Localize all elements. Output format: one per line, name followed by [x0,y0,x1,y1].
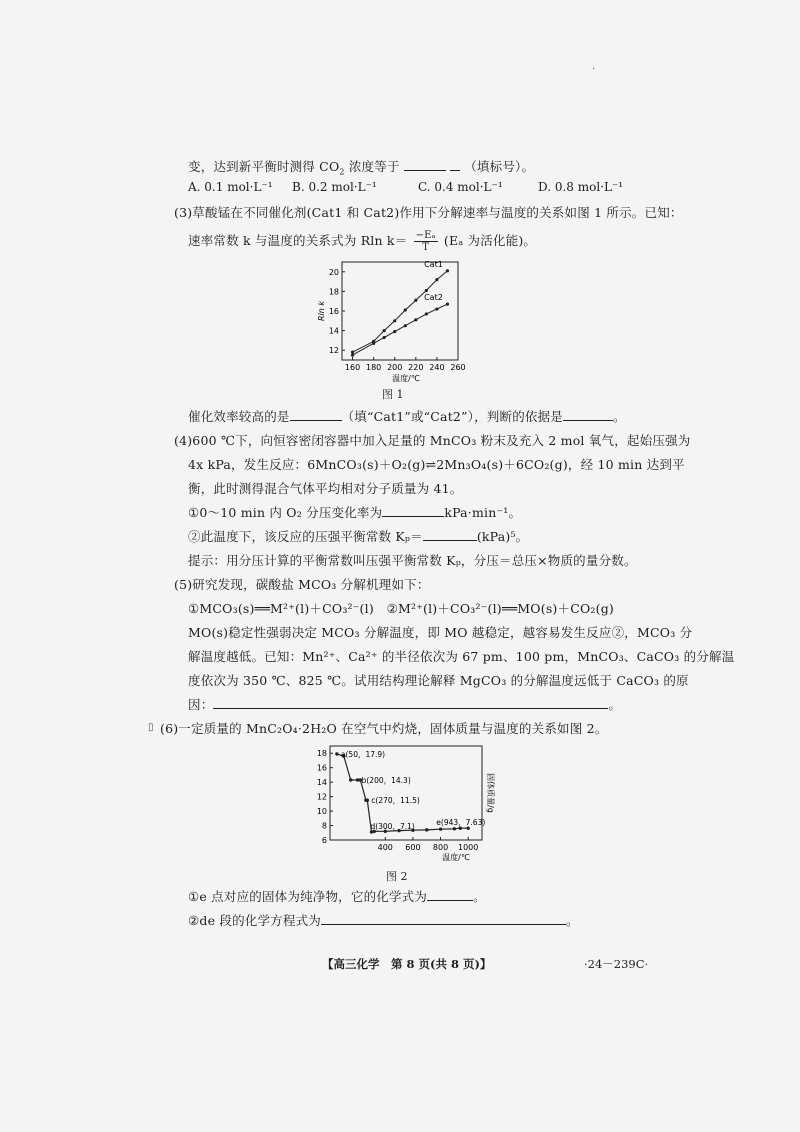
data-point [383,329,386,332]
top-mark: · [592,64,596,75]
data-point [425,289,428,292]
option-a: A. 0.1 mol·L⁻¹ [188,180,273,194]
option-c: C. 0.4 mol·L⁻¹ [418,180,503,194]
paper-code: ·24－239C· [584,957,649,971]
q5-line6: 因： 。 [188,697,622,712]
x-tick-label: 180 [365,363,382,372]
margin-mark: ▯ [148,722,154,733]
q4-line1: (4)600 ℃下，向恒容密闭容器中加入足量的 MnCO₃ 粉末及充入 2 mol 氧气，起始压强为 [174,433,691,448]
answer-blank[interactable] [404,158,446,171]
x-tick-label: 160 [344,363,361,372]
answer-blank[interactable] [563,408,613,421]
q6-item2: ②de 段的化学方程式为 。 [188,913,579,928]
q4-line3: 衡，此时测得混合气体平均相对分子质量为 41。 [188,481,463,496]
q5-line2: ①MCO₃(s)══M²⁺(l)＋CO₃²⁻(l) ②M²⁺(l)＋CO₃²⁻(l)══MO(s)＋CO₂(g) [188,601,614,616]
q4-line2: 4x kPa，发生反应：6MnCO₃(s)＋O₂(g)⇌2Mn₃O₄(s)＋6CO₂(g)，经 10 min 达到平 [188,457,685,472]
point-annotation: e(943，7.63) [436,818,486,828]
answer-blank[interactable] [423,528,477,541]
x-tick-label: 200 [387,363,403,372]
x-axis-label: 温度/℃ [392,374,420,383]
series-line-cat2 [353,304,448,355]
point-annotation: d(300，7.1) [370,822,415,832]
x-tick-label: 600 [405,843,421,852]
answer-blank[interactable] [321,912,566,925]
data-point [446,303,449,306]
y-tick-label: 14 [328,326,339,336]
series-label-cat2: Cat2 [424,293,443,303]
answer-blank[interactable] [450,158,460,171]
data-point [439,827,442,830]
answer-blank[interactable] [213,696,608,709]
y-tick-label: 14 [316,778,327,788]
data-point [404,324,407,327]
data-point [351,351,354,354]
x-tick-label: 800 [432,843,449,852]
data-point [351,354,354,357]
data-point [393,319,396,322]
q3-line3: 催化效率较高的是 （填“Cat1”或“Cat2”），判断的依据是 。 [188,409,626,424]
y-tick-label: 12 [316,792,327,802]
data-point [404,308,407,311]
y-axis-label: 固体质量/g [486,773,495,813]
x-tick-label: 240 [429,363,445,372]
q5-line1: (5)研究发现，碳酸盐 MCO₃ 分解机理如下： [174,577,430,592]
q2-line1: 变，达到新平衡时测得 $CO_2$ 浓度等于 （填标号）。 [188,159,535,177]
answer-blank[interactable] [382,504,444,517]
y-tick-label: 18 [316,749,327,759]
figure-2-caption: 图 2 [386,870,408,883]
q4-hint: 提示：用分压计算的平衡常数叫压强平衡常数 Kₚ，分压＝总压×物质的量分数。 [188,553,637,568]
data-point [349,778,352,781]
x-tick-label: 220 [408,363,424,372]
y-tick-label: 6 [321,836,327,845]
point-annotation: c(270，11.5) [371,796,420,806]
y-tick-label: 16 [328,307,339,316]
point-annotation: b(200，14.3) [361,775,411,785]
q4-item1: ①0～10 min 内 O₂ 分压变化率为 kPa·min⁻¹。 [188,505,522,520]
q3-line1: (3)草酸锰在不同催化剂(Cat1 和 Cat2)作用下分解速率与温度的关系如图 1 所示。已知： [174,205,683,220]
y-tick-label: 12 [328,346,339,356]
data-point [435,278,438,281]
y-tick-label: 20 [328,267,339,277]
y-tick-label: 10 [316,807,327,817]
data-point [393,330,396,333]
data-point [414,318,417,321]
series-line-cat1 [353,271,448,352]
y-tick-label: 18 [328,287,339,297]
y-tick-label: 16 [316,763,327,773]
q5-line5: 度依次为 350 ℃、825 ℃。试用结构理论解释 MgCO₃ 的分解温度远低于 CaCO₃ 的原 [188,673,689,688]
data-point [435,307,438,310]
data-point [414,299,417,302]
series-label-cat1: Cat1 [424,259,443,269]
page-footer: 【高三化学 第 8 页(共 8 页)】 [322,957,492,971]
answer-blank[interactable] [290,408,342,421]
data-point [453,827,456,830]
q3-line2: 速率常数 k 与温度的关系式为 Rln k＝ $\frac{\text{−Eₐ}}{T}$ (Eₐ 为活化能)。 [188,230,537,253]
option-d: D. 0.8 mol·L⁻¹ [538,180,624,194]
data-point [372,342,375,345]
data-point [383,336,386,339]
figure-2-chart [304,742,494,866]
data-point [366,799,369,802]
x-tick-label: 1000 [458,843,479,852]
figure-1-chart [310,256,470,384]
q4-item2: ②此温度下，该反应的压强平衡常数 Kₚ＝ (kPa)⁵。 [188,529,529,544]
data-point [335,752,338,755]
fraction: $\frac{\text{−Eₐ}}{T}$ [415,230,436,253]
q5-line4: 解温度越低。已知：Mn²⁺、Ca²⁺ 的半径依次为 67 pm、100 pm，MnCO₃、CaCO₃ 的分解温 [188,649,735,664]
q5-line3: MO(s)稳定性强弱决定 MCO₃ 分解温度，即 MO 越稳定，越容易发生反应②，MCO₃ 分 [188,625,693,640]
data-point [425,312,428,315]
y-tick-label: 8 [321,821,327,831]
x-tick-label: 400 [377,843,393,852]
x-axis-label: 温度/℃ [442,853,470,862]
answer-blank[interactable] [427,888,473,901]
q6-item1: ①e 点对应的固体为纯净物，它的化学式为 。 [188,889,486,904]
point-annotation: a(50，17.9) [340,749,386,759]
option-b: B. 0.2 mol·L⁻¹ [292,180,377,194]
figure-1-caption: 图 1 [382,388,404,401]
q6-line1: (6)一定质量的 MnC₂O₄·2H₂O 在空气中灼烧，固体质量与温度的关系如图 2。 [160,721,608,736]
y-axis-label: Rln k [317,300,326,322]
data-point [425,828,428,831]
data-point [446,269,449,272]
x-tick-label: 260 [450,363,466,372]
